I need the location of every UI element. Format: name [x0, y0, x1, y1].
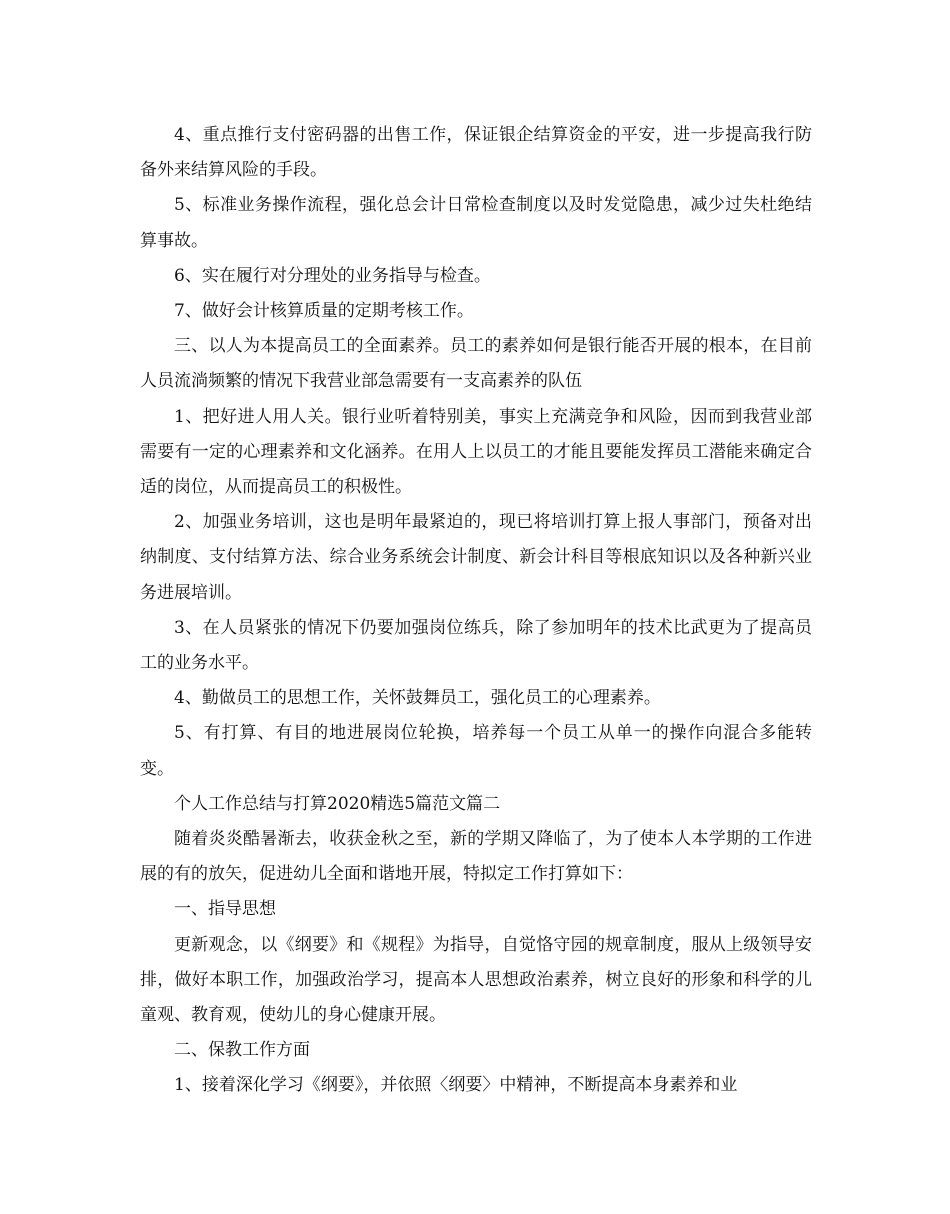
- paragraph: 4、重点推行支付密码器的出售工作，保证银企结算资金的平安，进一步提高我行防备外来结算风险的手段。: [140, 125, 812, 181]
- document-body: [140, 118, 812, 1104]
- paragraph: 1、把好进人用人关。银行业听着特别美，事实上充满竞争和风险，因而到我营业部需要有一定的心理素养和文化涵养。在用人上以员工的才能且要能发挥员工潜能来确定合适的岗位，从而提高员工的积极性。: [140, 406, 812, 498]
- section-heading: 二、保教工作方面: [174, 1040, 310, 1061]
- paragraph: 5、标准业务操作流程，强化总会计日常检查制度以及时发觉隐患，减少过失杜绝结算事故。: [140, 195, 812, 251]
- paragraph: 5、有打算、有目的地进展岗位轮换，培养每一个员工从单一的操作向混合多能转变。: [140, 723, 812, 779]
- article-title: 个人工作总结与打算2020精选5篇范文篇二: [174, 793, 501, 814]
- paragraph: 2、加强业务培训，这也是明年最紧迫的，现已将培训打算上报人事部门，预备对出纳制度、支付结算方法、综合业务系统会计制度、新会计科目等根底知识以及各种新兴业务进展培训。: [140, 512, 812, 603]
- section-heading: 三、以人为本提高员工的全面素养。员工的素养如何是银行能否开展的根本，在目前人员流淌频繁的情况下我营业部急需要有一支高素养的队伍: [140, 336, 812, 392]
- paragraph: 1、接着深化学习《纲要》，并依照〈纲要〉中精神，不断提高本身素养和业: [174, 1075, 738, 1096]
- paragraph: 7、做好会计核算质量的定期考核工作。: [174, 301, 474, 322]
- paragraph: 更新观念，以《纲要》和《规程》为指导，自觉恪守园的规章制度，服从上级领导安排，做好本职工作，加强政治学习，提高本人思想政治素养，树立良好的形象和科学的儿童观、教育观，使幼儿的身心健康开展。: [140, 934, 812, 1026]
- paragraph: 6、实在履行对分理处的业务指导与检查。: [174, 265, 491, 286]
- paragraph: 4、勤做员工的思想工作，关怀鼓舞员工，强化员工的心理素养。: [174, 688, 661, 709]
- section-heading: 一、指导思想: [174, 899, 276, 920]
- paragraph: 3、在人员紧张的情况下仍要加强岗位练兵，除了参加明年的技术比武更为了提高员工的业务水平。: [140, 617, 812, 674]
- paragraph: 随着炎炎酷暑渐去，收获金秋之至，新的学期又降临了，为了使本人本学期的工作进展的有的放矢，促进幼儿全面和谐地开展，特拟定工作打算如下：: [140, 829, 812, 885]
